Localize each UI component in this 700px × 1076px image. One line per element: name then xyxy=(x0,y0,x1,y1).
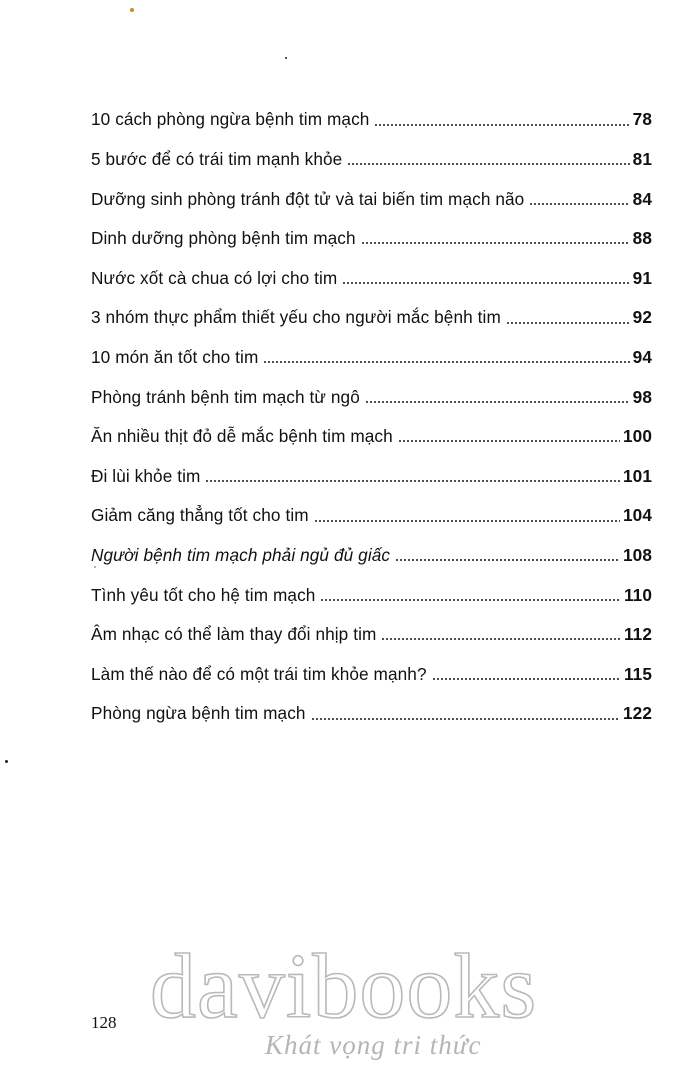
watermark xyxy=(140,935,560,1070)
toc-entry xyxy=(91,372,652,412)
toc-entry xyxy=(91,689,652,729)
toc-entry-page: 110 xyxy=(623,584,652,605)
toc-entry xyxy=(91,451,652,491)
toc-entry-page: 115 xyxy=(623,663,652,684)
dot-leader xyxy=(347,161,629,167)
scan-speck xyxy=(130,8,134,12)
toc-entry-page: 122 xyxy=(623,703,652,724)
dot-leader xyxy=(311,716,620,722)
toc-entry xyxy=(91,531,652,571)
toc-entry-title: Đi lùi khỏe tim xyxy=(91,465,201,486)
toc-entry-title: Nước xốt cà chua có lợi cho tim xyxy=(91,267,338,288)
toc-entry xyxy=(91,412,652,452)
dot-leader xyxy=(506,320,630,326)
toc-entry xyxy=(91,649,652,689)
dot-leader xyxy=(314,518,620,524)
toc-entry xyxy=(91,95,652,135)
toc-entry-title: 10 món ăn tốt cho tim xyxy=(91,346,259,367)
toc-entry-title: Dưỡng sinh phòng tránh đột tử và tai biến tim mạch não xyxy=(91,188,525,209)
toc-entry-page: 98 xyxy=(632,386,652,407)
toc-entry-title: 10 cách phòng ngừa bệnh tim mạch xyxy=(91,109,370,130)
toc-entry-page: 88 xyxy=(632,228,652,249)
toc-entry-page: 108 xyxy=(623,544,652,565)
toc-entry-title: 3 nhóm thực phẩm thiết yếu cho người mắc bệnh tim xyxy=(91,307,501,328)
toc-entry-title: Tình yêu tốt cho hệ tim mạch xyxy=(91,584,316,605)
toc-entry-title: Phòng tránh bệnh tim mạch từ ngô xyxy=(91,386,360,407)
table-of-contents xyxy=(91,95,652,729)
toc-entry-page: 101 xyxy=(623,465,652,486)
dot-leader xyxy=(361,240,630,246)
toc-entry-title: Ăn nhiều thịt đỏ dễ mắc bệnh tim mạch xyxy=(91,426,393,447)
toc-entry xyxy=(91,570,652,610)
dot-leader xyxy=(395,557,620,563)
page-number: 128 xyxy=(91,1013,117,1032)
dot-leader xyxy=(365,399,630,405)
toc-entry-page: 100 xyxy=(623,426,652,447)
toc-entry-page: 81 xyxy=(632,148,652,169)
toc-entry xyxy=(91,610,652,650)
toc-entry xyxy=(91,253,652,293)
toc-entry-title: Phòng ngừa bệnh tim mạch xyxy=(91,703,306,724)
dot-leader xyxy=(205,478,620,484)
toc-entry-title: Dinh dưỡng phòng bệnh tim mạch xyxy=(91,228,356,249)
toc-entry xyxy=(91,135,652,175)
dot-leader xyxy=(381,636,621,642)
scan-speck xyxy=(5,760,8,763)
toc-entry-title: Người bệnh tim mạch phải ngủ đủ giấc xyxy=(91,544,391,565)
toc-entry-title: Làm thế nào để có một trái tim khỏe mạnh? xyxy=(91,663,427,684)
watermark-slogan: Khát vọng tri thức xyxy=(265,1030,482,1060)
toc-entry-title: 5 bước để có trái tim mạnh khỏe xyxy=(91,148,343,169)
toc-entry-page: 84 xyxy=(632,188,652,209)
dot-leader xyxy=(342,280,629,286)
scan-speck xyxy=(285,57,287,59)
toc-entry-title: Giảm căng thẳng tốt cho tim xyxy=(91,505,309,526)
toc-entry-page: 92 xyxy=(632,307,652,328)
toc-entry xyxy=(91,293,652,333)
dot-leader xyxy=(374,122,629,128)
toc-entry xyxy=(91,491,652,531)
toc-entry-page: 91 xyxy=(632,267,652,288)
toc-entry xyxy=(91,333,652,373)
dot-leader xyxy=(398,438,620,444)
watermark-brand: davibooks xyxy=(150,935,538,1037)
toc-entry xyxy=(91,174,652,214)
toc-entry-page: 94 xyxy=(632,346,652,367)
toc-entry-page: 78 xyxy=(632,109,652,130)
dot-leader xyxy=(320,597,621,603)
dot-leader xyxy=(263,359,629,365)
toc-entry xyxy=(91,214,652,254)
toc-entry-page: 104 xyxy=(623,505,652,526)
dot-leader xyxy=(432,676,621,682)
dot-leader xyxy=(529,201,629,207)
toc-entry-title: Âm nhạc có thể làm thay đổi nhịp tim xyxy=(91,624,377,645)
toc-entry-page: 112 xyxy=(623,624,652,645)
